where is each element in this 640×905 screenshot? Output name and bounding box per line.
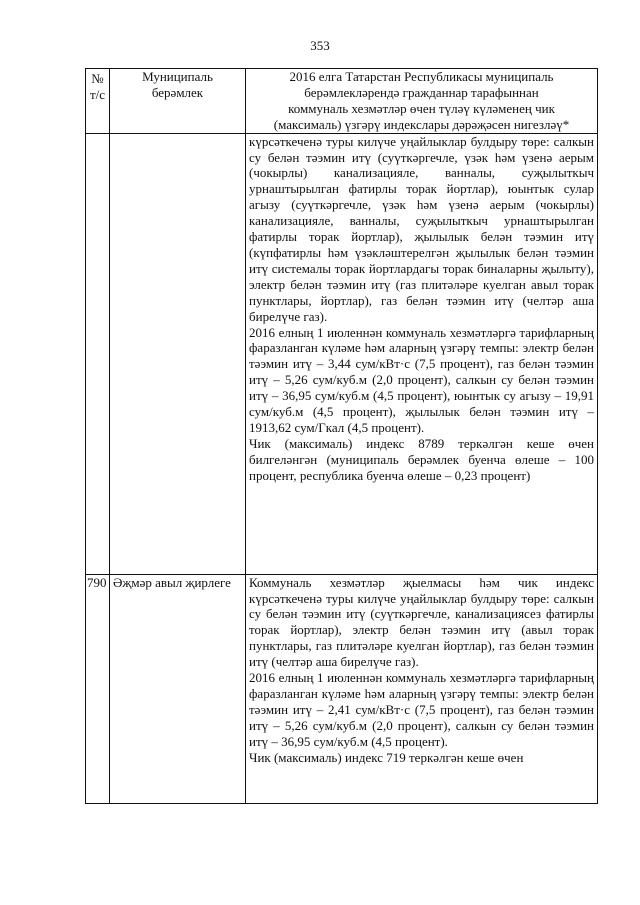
- table-header-row: [86, 69, 598, 134]
- description-paragraph: Чик (максималь) индекс 8789 теркәлгән кеше өчен билгеләнгән (муниципаль берәмлек буенча өлеше – 100 процент, республика буенча өлеше – 0,23 процент): [249, 435, 594, 483]
- header-number-line: №: [91, 71, 104, 86]
- header-description-line: 2016 елга Татарстан Республикасы муниципаль: [289, 69, 554, 84]
- header-municipality-line: берәмлек: [151, 84, 204, 100]
- table-row: [86, 574, 598, 803]
- header-description-line: коммуналь хезмәтләр өчен түләү күләменең чик: [288, 100, 555, 116]
- tariff-index-table: [85, 68, 598, 804]
- header-number: [86, 69, 110, 134]
- row-number: 790: [86, 574, 110, 803]
- header-municipality-line: Муниципаль: [142, 69, 213, 84]
- row-description: [246, 574, 598, 803]
- row-municipality: Әҗмәр авыл җирлеге: [110, 574, 246, 803]
- description-paragraph: 2016 елның 1 июленнән коммуналь хезмәтләргә тарифларның фаразланган күләме һәм аларның үзгәрү темпы: электр белән тәэмин итү – 2,41 сум/кВт·с (7,5 процент), газ белән тәэмин итү – 5,26 сум/куб.м (2,0 процент), салкын су белән тәэмин итү – 36,95 сум/куб.м (4,5 процент).: [249, 670, 594, 749]
- header-description-line: (максималь) үзгәрү индекслары дәрәҗәсен нигезләү*: [273, 116, 570, 132]
- description-paragraph: күрсәткеченә туры килүче уңайлыклар булдыру төре: салкын су белән тәэмин итү (суүткәргечле, үзәк һәм үзенә аерым (чокырлы) канализацияле, ванналы, суҗылыткыч урнаштырылган фатирлы торак йортлар), юынтык сулар агызу (суүткәргечле, үзәк һәм үзенә аерым (чокырлы) канализацияле, ванналы, суҗылыткыч урнаштырылган фатирлы торак йортлар), җылылык белән тәэмин итү (күпфатирлы һәм үзәкләштерелгән җылылык белән тәэмин итү системалы торак йортлардагы торак биналарны җылыту), электр белән тәэмин итү (газ плитәләре куелган авыл торак пунктлары, йортлар), газ белән тәэмин итү (челтәр аша бирелүче газ).: [249, 133, 594, 324]
- description-paragraph: Чик (максималь) индекс 719 теркәлгән кеше өчен: [249, 749, 524, 765]
- table-row: [86, 133, 598, 574]
- header-description-line: берәмлекләрендә гражданнар тарафыннан: [304, 84, 539, 100]
- description-paragraph: 2016 елның 1 июленнән коммуналь хезмәтләргә тарифларның фаразланган күләме һәм аларның үзгәрү темпы: электр белән тәэмин итү – 3,44 сум/кВт·с (7,5 процент), газ белән тәэмин итү – 5,26 сум/куб.м (2,0 процент), салкын су белән тәэмин итү – 36,95 сум/куб.м (4,5 процент), юынтык су агызу – 19,91 сум/куб.м (4,5 процент), җылылык белән тәэмин итү – 1913,62 сум/Гкал (4,5 процент).: [249, 324, 594, 435]
- header-description: [246, 69, 598, 134]
- description-paragraph: Коммуналь хезмәтләр җыелмасы һәм чик индекс күрсәткеченә туры килүче уңайлыклар булдыру төре: салкын су белән тәэмин итү (суүткәргечле, канализациясез фатирлы торак йортлар), электр белән тәэмин итү (авыл торак пунктлары, газ плитәләре куелган йортлар), газ белән тәэмин итү (челтәр аша бирелүче газ).: [249, 574, 594, 670]
- page-number: 353: [310, 38, 330, 53]
- row-municipality: [110, 133, 246, 574]
- row-description: [246, 133, 598, 574]
- header-number-line: т/с: [89, 86, 106, 102]
- header-municipality: [110, 69, 246, 134]
- row-number: [86, 133, 110, 574]
